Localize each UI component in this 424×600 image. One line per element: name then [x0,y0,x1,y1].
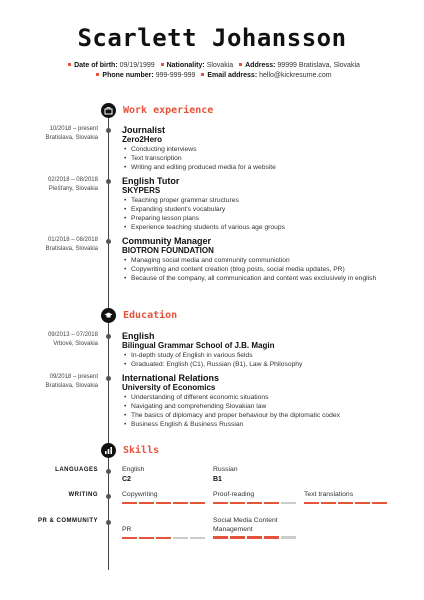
skill-language: English C2 [122,466,145,483]
rating-segment [173,537,188,540]
resume-name: Scarlett Johansson [77,24,347,52]
nationality: Slovakia [206,62,234,69]
timeline-dot [106,494,111,499]
timeline-dot [106,179,111,184]
timeline-dot [106,128,111,133]
education-entry: International Relations University of Economics • Understanding of different economic situations • Navigating and comprehending Slovakian law • The basics of diplomacy and proper behaviour by the diplomatic codex • Business English & Business Russian [122,374,412,429]
section-title-education: Education [123,310,178,321]
rating-segment [213,502,228,505]
address: 99999 Bratislava, Slovakia [277,62,360,69]
timeline-dot [106,239,111,244]
rating-segment [156,537,171,540]
rating-segment [372,502,387,505]
rating-segment [304,502,319,505]
rating-segment [173,502,188,505]
contact-line-1: Date of birth: 09/19/1999 Nationality: Slovakia Address: 99999 Bratislava, Slovakia [0,62,424,69]
skill-writing: Proof-reading [213,491,298,504]
skill-rating-bar [122,502,207,505]
email-address: hello@kickresume.com [259,72,332,79]
rating-segment [355,502,370,505]
skill-writing: Text translations [304,491,389,504]
phone-number: 999-999-999 [155,72,196,79]
rating-segment [264,502,279,505]
timeline-dot [106,334,111,339]
skill-writing: Copywriting [122,491,207,504]
rating-segment [190,537,205,540]
contact-line-2: Phone number: 999-999-999 Email address: hello@kickresume.com [0,72,424,79]
rating-segment [139,502,154,505]
graduation-cap-icon [101,308,116,323]
work-dates: 02/2018 – 08/2018 Piešťany, Slovakia [47,177,98,192]
work-entry: Community Manager BIOTRON FOUNDATION • Managing social media and community communiction • Copywriting and content creation (blog posts, social media updates, PR) • Because of the company, all communication and content was exclusively in english [122,237,412,283]
skill-group-pr: PR & COMMUNITY [38,518,98,524]
rating-segment [264,536,279,539]
education-dates: 09/2018 – present Bratislava, Slovakia [45,374,98,389]
work-entry: Journalist Zero2Hero • Conducting interviews • Text transcription • Writing and editing produced media for a website [122,126,412,172]
skill-group-writing: WRITING [68,492,98,498]
work-dates: 01/2018 – 08/2018 Bratislava, Slovakia [45,237,98,252]
section-title-work: Work experience [123,105,214,116]
skill-language: Russian B1 [213,466,238,483]
timeline-dot [106,469,111,474]
work-dates: 10/2018 – present Bratislava, Slovakia [45,126,98,141]
rating-segment [281,502,296,505]
skills-icon [101,443,116,458]
rating-segment [122,502,137,505]
timeline-dot [106,520,111,525]
timeline-dot [106,376,111,381]
section-title-skills: Skills [123,445,160,456]
rating-segment [122,537,137,540]
rating-segment [247,536,262,539]
education-entry: English Bilingual Grammar School of J.B. Magin • In-depth study of English in various fields • Graduated: English (C1), Russian (B1), Law & Philosophy [122,332,412,369]
work-entry: English Tutor SKYPERS • Teaching proper grammar structures • Expanding student's vocabulary • Preparing lesson plans • Experience teaching students of various age groups [122,177,412,232]
rating-segment [247,502,262,505]
rating-segment [213,536,228,539]
rating-segment [230,536,245,539]
date-of-birth: 09/19/1999 [119,62,155,69]
skill-pr: Social Media Content Management [213,517,298,539]
skill-rating-bar [304,502,389,505]
rating-segment [338,502,353,505]
skill-rating-bar [122,537,207,540]
education-dates: 09/2013 – 07/2018 Vrbové, Slovakia [47,332,98,347]
rating-segment [281,536,296,539]
skill-group-languages: LANGUAGES [55,467,98,473]
rating-segment [139,537,154,540]
rating-segment [321,502,336,505]
briefcase-icon [101,103,116,118]
rating-segment [190,502,205,505]
rating-segment [156,502,171,505]
skill-rating-bar [213,536,298,539]
skill-rating-bar [213,502,298,505]
skill-pr: PR [122,526,207,539]
rating-segment [230,502,245,505]
